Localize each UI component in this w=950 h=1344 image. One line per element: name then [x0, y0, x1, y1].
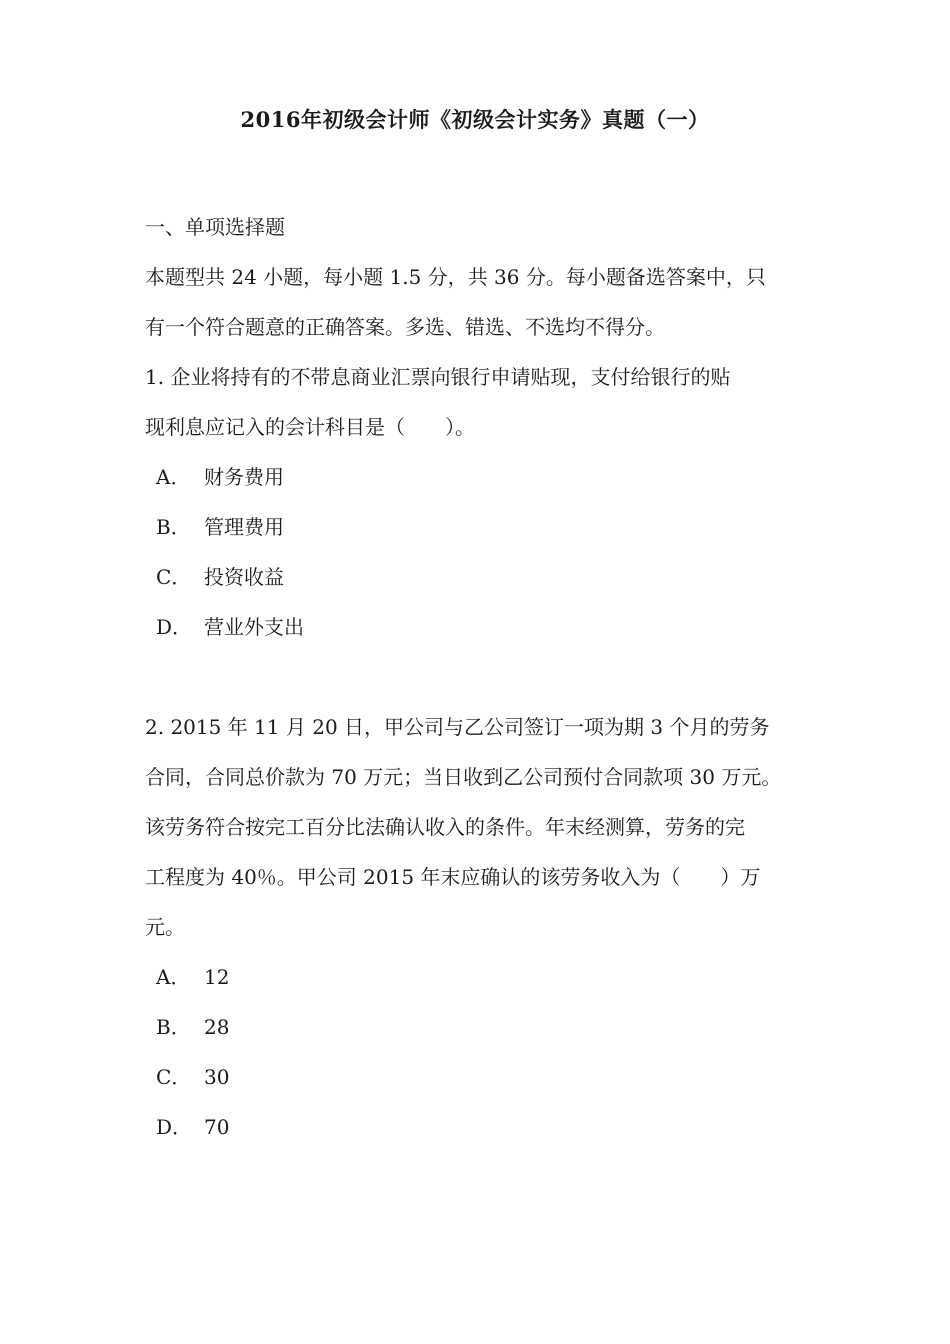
option-letter: B．	[156, 1015, 191, 1039]
document-body	[145, 202, 810, 1152]
question-text-line: 2. 2015 年 11 月 20 日，甲公司与乙公司签订一项为期 3 个月的劳务	[145, 715, 770, 739]
option-letter: A．	[156, 465, 191, 489]
option-text: 财务费用	[204, 465, 284, 489]
section-heading: 一、单项选择题	[145, 215, 285, 239]
option-letter: D．	[156, 1115, 193, 1139]
option-letter: C．	[156, 1065, 192, 1089]
question-text-line: 工程度为 40％。甲公司 2015 年末应确认的该劳务收入为（ ）万	[145, 865, 761, 889]
instructions-line: 本题型共 24 小题，每小题 1.5 分，共 36 分。每小题备选答案中，只	[145, 265, 766, 289]
document-title: 2016年初级会计师《初级会计实务》真题（一）	[240, 107, 710, 132]
question-2	[145, 702, 810, 1152]
answer-option	[145, 602, 810, 652]
answer-option	[145, 552, 810, 602]
answer-option	[145, 1002, 810, 1052]
option-text: 12	[204, 965, 230, 989]
option-text: 投资收益	[204, 565, 284, 589]
option-letter: C．	[156, 565, 192, 589]
option-letter: A．	[156, 965, 191, 989]
question-text-line: 元。	[145, 915, 185, 939]
option-text: 30	[204, 1065, 230, 1089]
question-1	[145, 352, 810, 652]
instructions-line: 有一个符合题意的正确答案。多选、错选、不选均不得分。	[145, 315, 665, 339]
spacer	[145, 652, 810, 702]
question-text-line: 现利息应记入的会计科目是（ ）。	[145, 415, 475, 439]
answer-option	[145, 952, 810, 1002]
question-text-line: 合同，合同总价款为 70 万元；当日收到乙公司预付合同款项 30 万元。	[145, 765, 782, 789]
question-text-line: 该劳务符合按完工百分比法确认收入的条件。年末经测算，劳务的完	[145, 815, 745, 839]
option-text: 28	[204, 1015, 230, 1039]
question-text-line: 1. 企业将持有的不带息商业汇票向银行申请贴现，支付给银行的贴	[145, 365, 731, 389]
option-text: 营业外支出	[204, 615, 304, 639]
answer-option	[145, 1102, 810, 1152]
option-text: 70	[204, 1115, 230, 1139]
answer-option	[145, 1052, 810, 1102]
answer-option	[145, 502, 810, 552]
option-letter: D．	[156, 615, 193, 639]
answer-option	[145, 452, 810, 502]
option-text: 管理费用	[204, 515, 284, 539]
option-letter: B．	[156, 515, 191, 539]
